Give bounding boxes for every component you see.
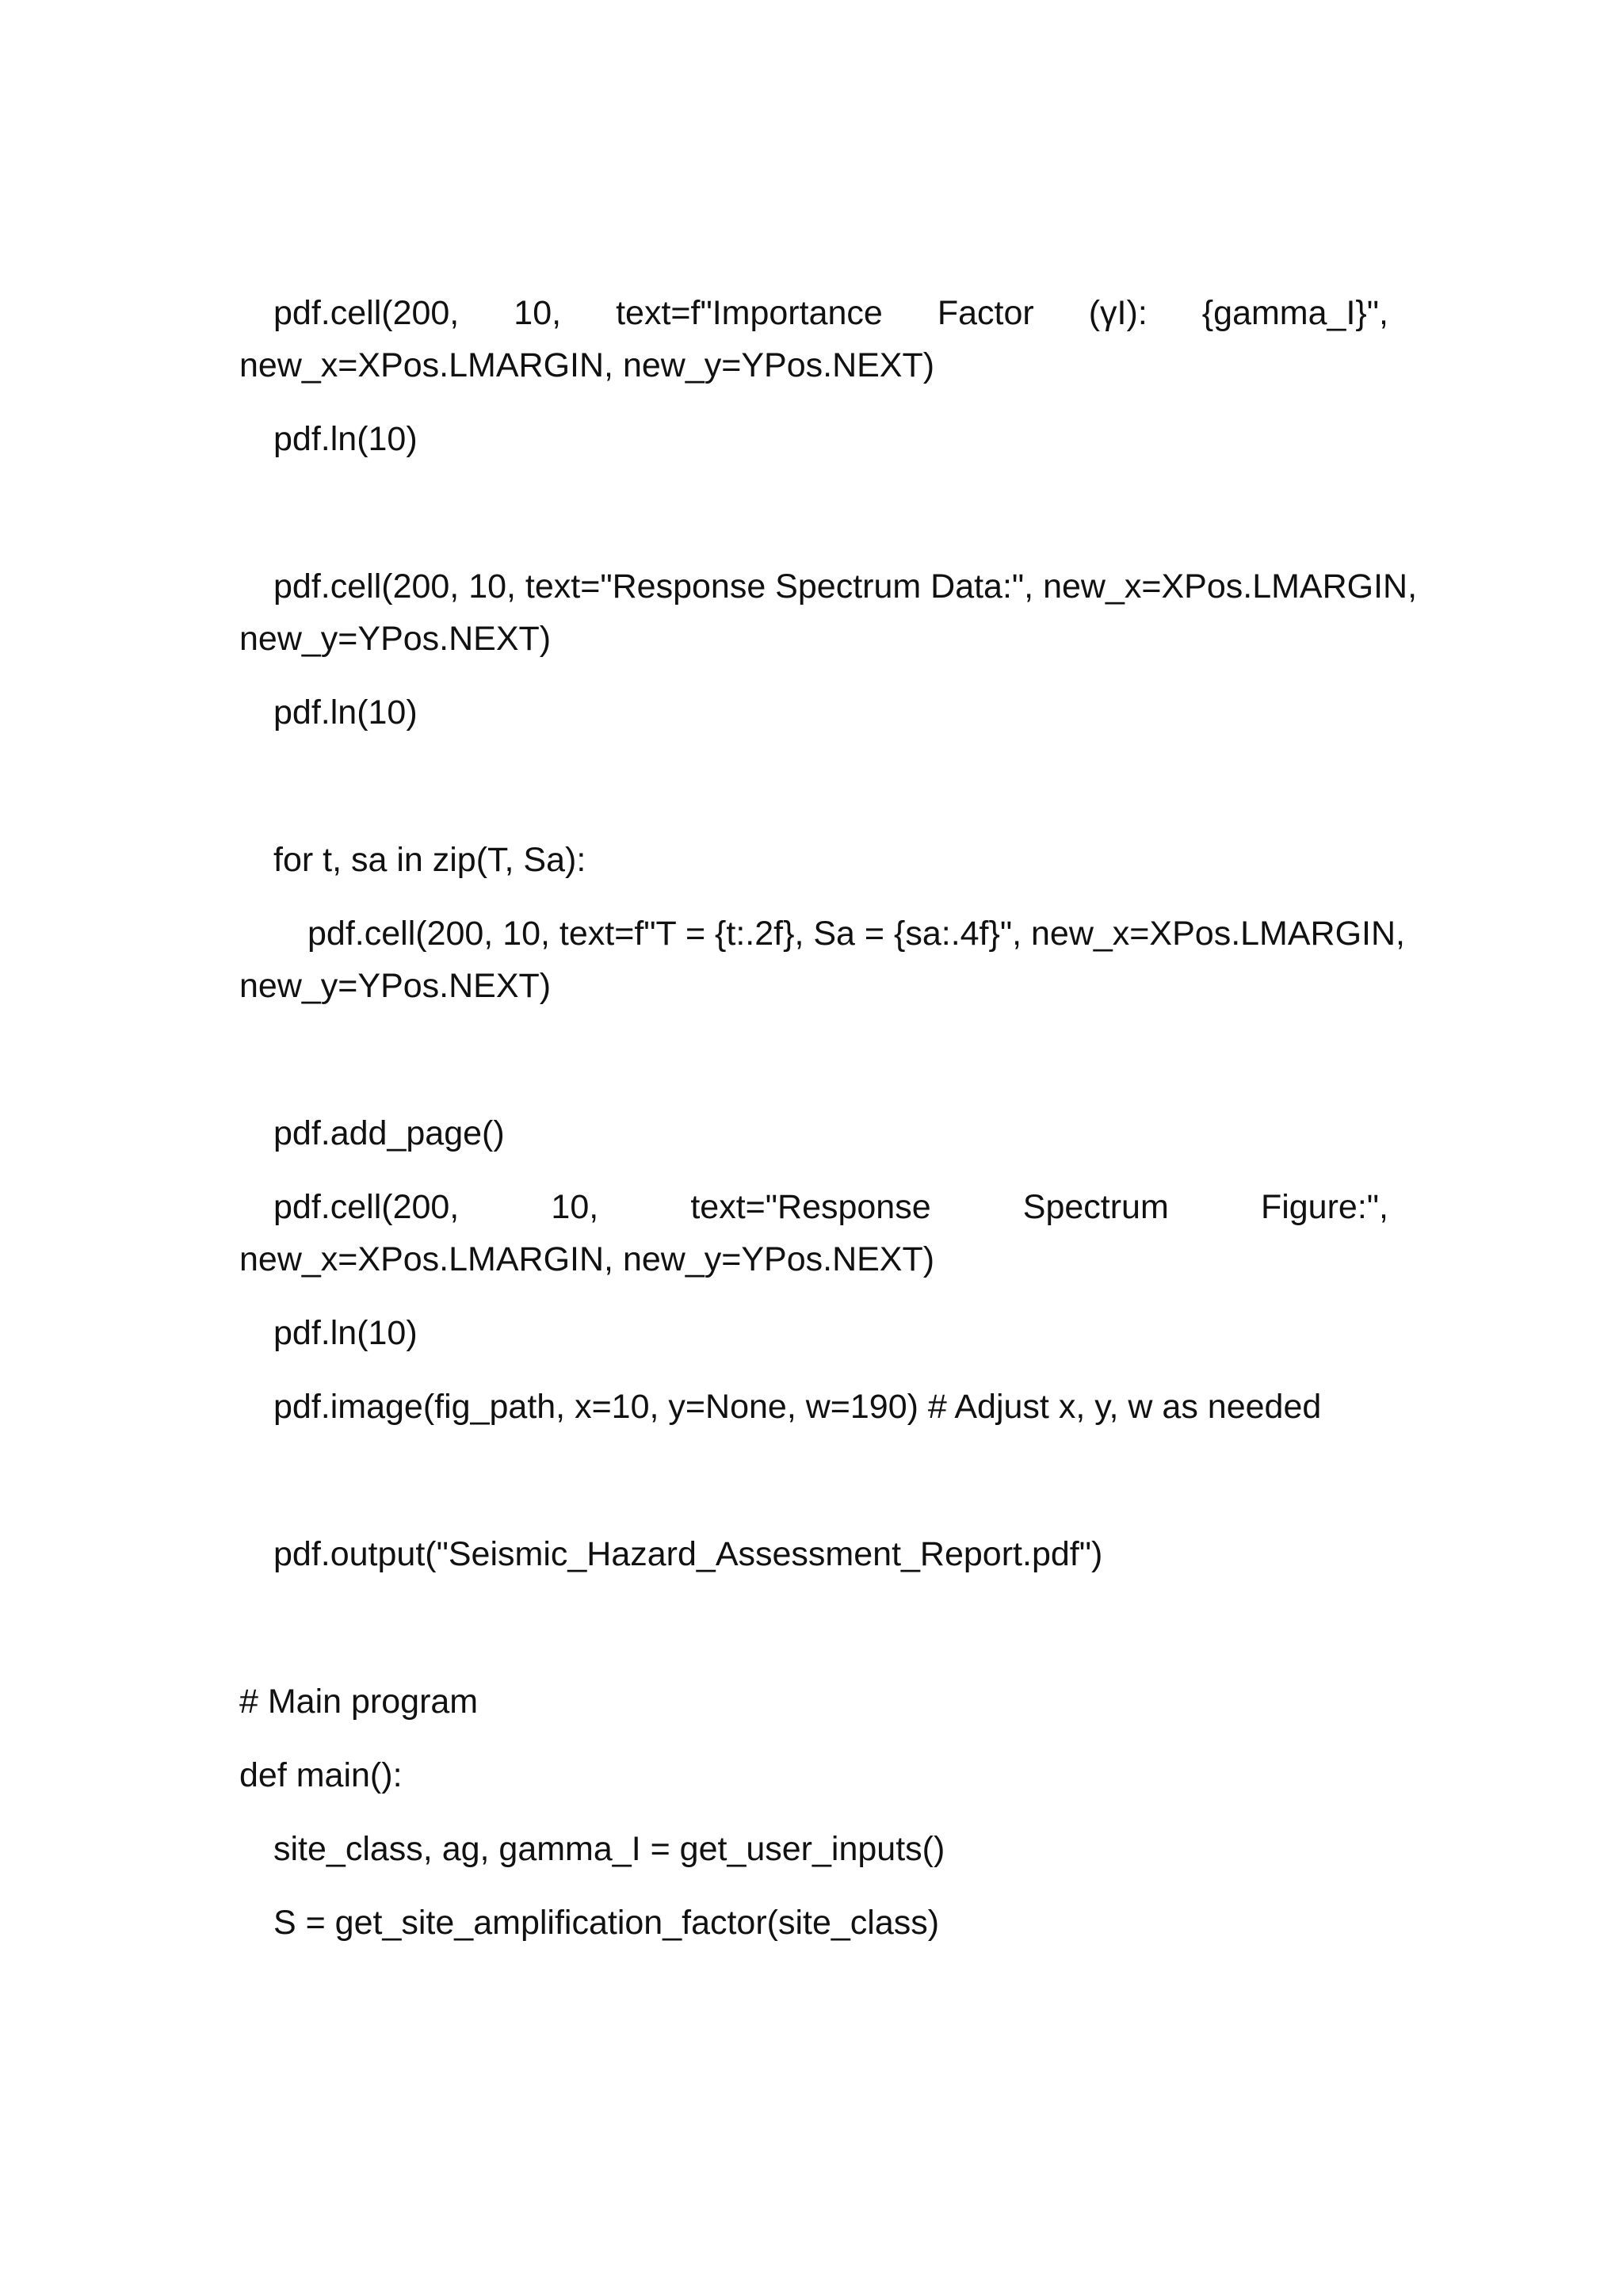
code-line-output: pdf.output("Seismic_Hazard_Assessment_Report.pdf") <box>273 1535 1103 1573</box>
code-line-site-amplification: S = get_site_amplification_factor(site_class) <box>273 1904 940 1942</box>
code-comment-main-program: # Main program <box>239 1683 479 1721</box>
code-line-continuation: new_y=YPos.NEXT) <box>239 967 552 1005</box>
code-line-ln: pdf.ln(10) <box>273 1314 418 1352</box>
code-line-ln: pdf.ln(10) <box>273 693 418 732</box>
code-token: Factor <box>937 294 1034 332</box>
code-line-add-page: pdf.add_page() <box>273 1114 505 1152</box>
code-token: pdf.cell(200, <box>273 294 460 332</box>
code-token: {gamma_I}", <box>1201 294 1388 332</box>
code-line-importance-factor <box>273 287 1388 339</box>
code-line-continuation: new_y=YPos.NEXT) <box>239 620 552 658</box>
code-token: Spectrum <box>1022 1188 1169 1226</box>
code-line-response-spectrum-data: pdf.cell(200, 10, text="Response Spectrum Data:", new_x=XPos.LMARGIN, <box>273 567 1418 606</box>
code-token: Figure:", <box>1260 1188 1388 1226</box>
code-line-response-spectrum-figure <box>273 1181 1388 1233</box>
code-line-get-user-inputs: site_class, ag, gamma_I = get_user_inputs() <box>273 1830 945 1868</box>
code-line-continuation: new_x=XPos.LMARGIN, new_y=YPos.NEXT) <box>239 346 935 384</box>
code-token: 10, <box>514 294 562 332</box>
code-line-image: pdf.image(fig_path, x=10, y=None, w=190) # Adjust x, y, w as needed <box>273 1388 1322 1426</box>
code-line-for-loop: for t, sa in zip(T, Sa): <box>273 841 586 879</box>
code-token: text="Response <box>690 1188 931 1226</box>
code-token: (γI): <box>1088 294 1148 332</box>
code-token: pdf.cell(200, <box>273 1188 460 1226</box>
code-token: 10, <box>551 1188 599 1226</box>
code-token: text=f"Importance <box>616 294 883 332</box>
code-line-loop-cell: pdf.cell(200, 10, text=f"T = {t:.2f}, Sa = {sa:.4f}", new_x=XPos.LMARGIN, <box>307 915 1406 953</box>
code-line-continuation: new_x=XPos.LMARGIN, new_y=YPos.NEXT) <box>239 1240 935 1278</box>
code-line-def-main: def main(): <box>239 1756 403 1794</box>
code-line-ln: pdf.ln(10) <box>273 420 418 458</box>
